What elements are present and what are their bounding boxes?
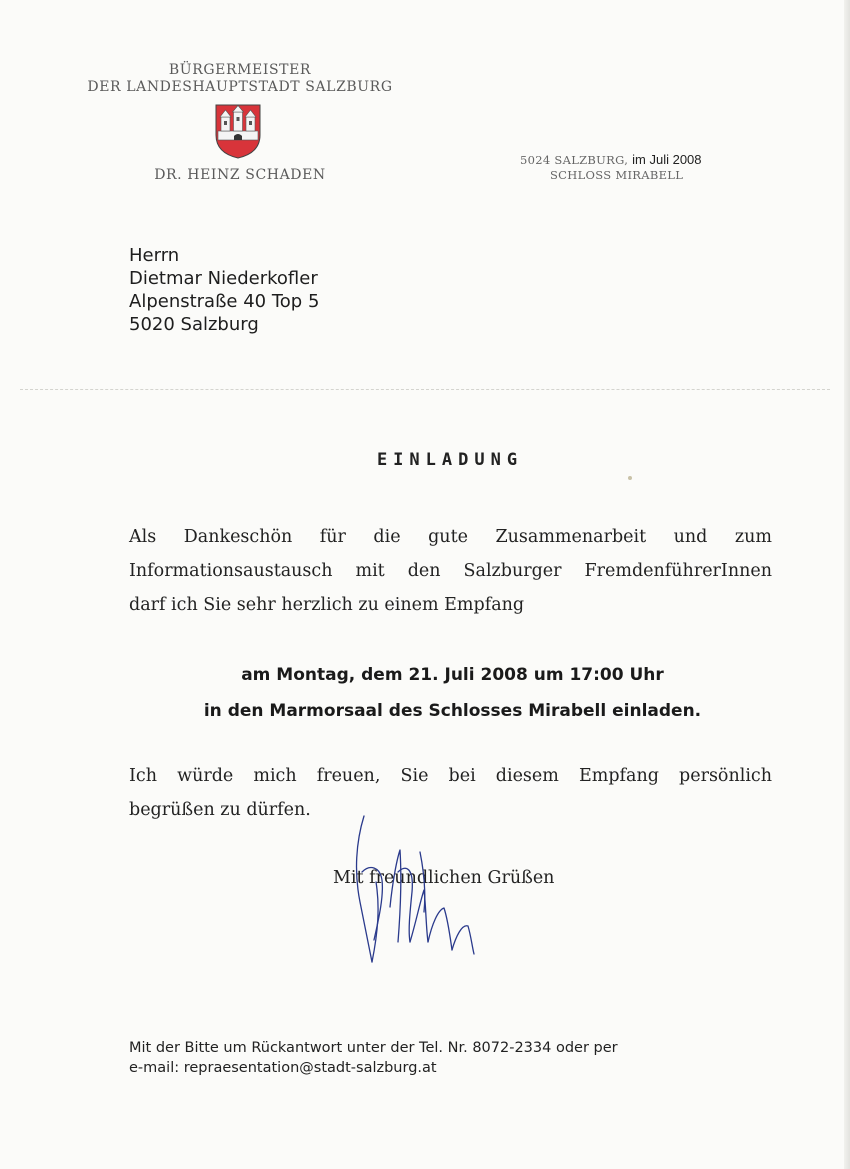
recipient-salutation: Herrn (129, 245, 180, 266)
mayor-name: DR. HEINZ SCHADEN (154, 167, 326, 183)
letter-date: im Juli 2008 (632, 152, 702, 167)
reply-request-line: Mit der Bitte um Rückantwort unter der Tel. Nr. 8072-2334 oder per (129, 1040, 618, 1056)
body-line: Informationsaustausch mit den Salzburger FremdenführerInnen (129, 561, 772, 581)
salzburg-coat-of-arms-icon (213, 103, 263, 159)
body-line: begrüßen zu dürfen. (129, 800, 311, 820)
body-line: darf ich Sie sehr herzlich zu einem Empfang (129, 595, 525, 615)
scan-edge (844, 0, 850, 1169)
letterhead-title: BÜRGERMEISTER (168, 62, 312, 78)
body-line: Ich würde mich freuen, Sie bei diesem Empfang persönlich (129, 766, 772, 786)
closing-greeting: Mit freundlichen Grüßen (333, 868, 555, 888)
recipient-city: 5020 Salzburg (129, 314, 259, 335)
paper-fold-line (20, 389, 830, 390)
sender-city: 5024 SALZBURG, (520, 153, 629, 167)
event-location-line: in den Marmorsaal des Schlosses Mirabell einladen. (203, 701, 702, 721)
letterhead-subtitle: DER LANDESHAUPTSTADT SALZBURG (87, 79, 393, 95)
event-date-line: am Montag, dem 21. Juli 2008 um 17:00 Uhr (241, 665, 664, 685)
recipient-name: Dietmar Niederkofler (129, 268, 318, 289)
recipient-street: Alpenstraße 40 Top 5 (129, 291, 320, 312)
body-line: Als Dankeschön für die gute Zusammenarbeit und zum (129, 527, 772, 547)
sender-location: SCHLOSS MIRABELL (550, 168, 684, 182)
paper-speck (628, 476, 632, 480)
handwritten-signature (350, 812, 480, 972)
place-date (520, 152, 702, 167)
contact-email-line: e-mail: repraesentation@stadt-salzburg.at (129, 1060, 437, 1076)
letter-title: EINLADUNG (376, 450, 524, 470)
